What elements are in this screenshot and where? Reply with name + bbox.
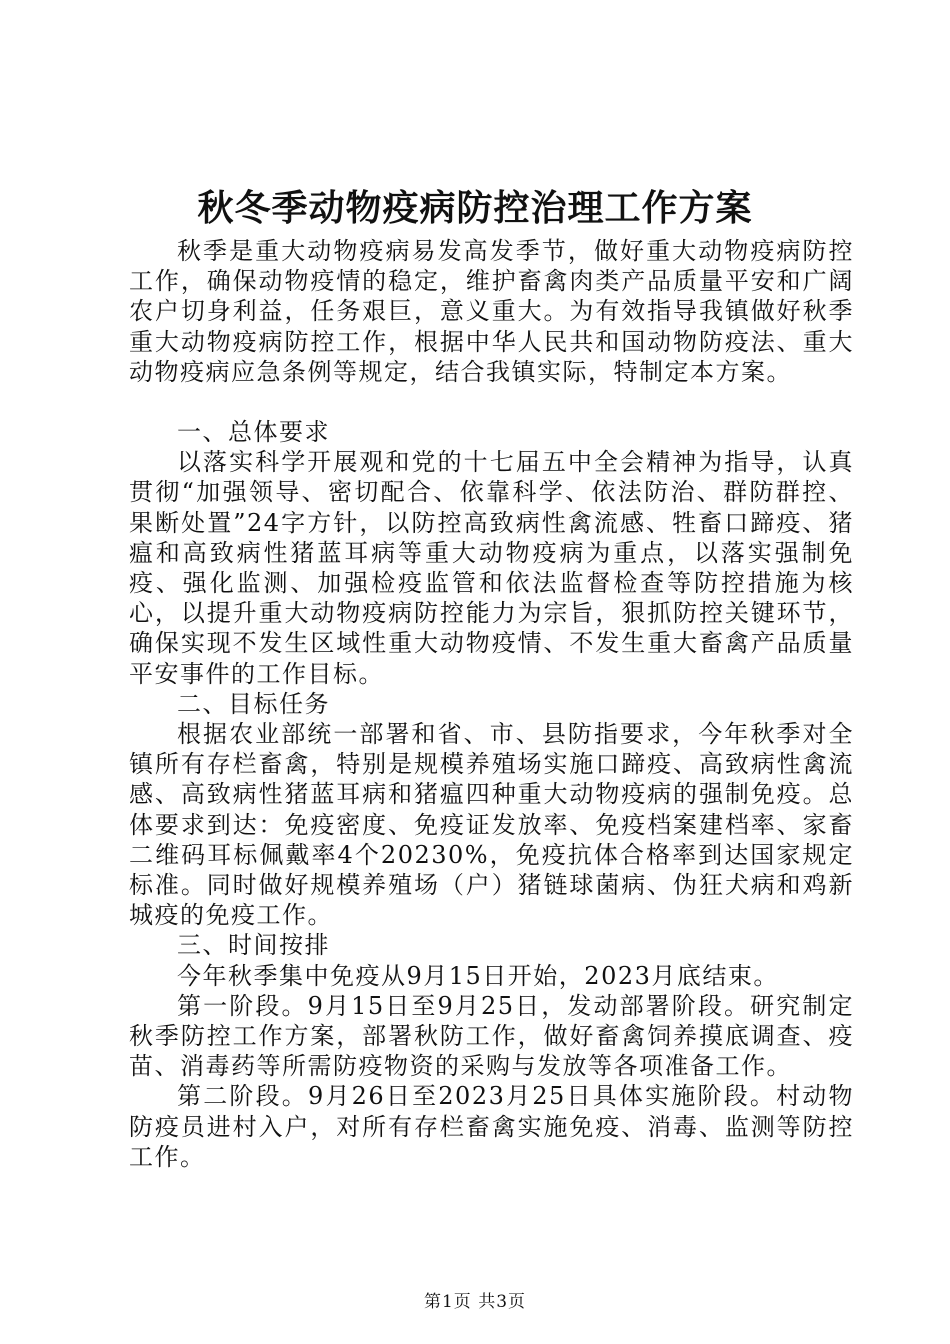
paragraph-stage-one: 第一阶段。9月15日至9月25日，发动部署阶段。研究制定秋季防控工作方案，部署秋防工作，做好畜禽饲养摸底调查、疫苗、消毒药等所需防疫物资的采购与发放等各项准备工作。 bbox=[129, 991, 854, 1081]
document-body bbox=[129, 236, 854, 1172]
intro-paragraph: 秋季是重大动物疫病易发高发季节，做好重大动物疫病防控工作，确保动物疫情的稳定，维护畜禽肉类产品质量平安和广阔农户切身利益，任务艰巨，意义重大。为有效指导我镇做好秋季重大动物疫病防控工作，根据中华人民共和国动物防疫法、重大动物疫病应急条例等规定，结合我镇实际，特制定本方案。 bbox=[129, 237, 854, 386]
section-heading-schedule: 三、时间按排 bbox=[177, 931, 330, 960]
document-title: 秋冬季动物疫病防控治理工作方案 bbox=[197, 187, 753, 229]
paragraph-general-requirements: 以落实科学开展观和党的十七届五中全会精神为指导，认真贯彻“加强领导、密切配合、依靠科学、依法防治、群防群控、果断处置”24字方针，以防控高致病性禽流感、牲畜口蹄疫、猪瘟和高致病性猪蓝耳病等重大动物疫病为重点，以落实强制免疫、强化监测、加强检疫监管和依法监督检查等防控措施为核心，以提升重大动物疫病防控能力为宗旨，狠抓防控关键环节，确保实现不发生区域性重大动物疫情、不发生重大畜禽产品质量平安事件的工作目标。 bbox=[129, 448, 854, 688]
paragraph-stage-two: 第二阶段。9月26日至2023月25日具体实施阶段。村动物防疫员进村入户，对所有存栏畜禽实施免疫、消毒、监测等防控工作。 bbox=[129, 1082, 854, 1171]
paragraph-goals: 根据农业部统一部署和省、市、县防指要求，今年秋季对全镇所有存栏畜禽，特别是规模养殖场实施口蹄疫、高致病性禽流感、高致病性猪蓝耳病和猪瘟四种重大动物疫病的强制免疫。总体要求到达：免疫密度、免疫证发放率、免疫档案建档率、家畜二维码耳标佩戴率4个20230%，免疫抗体合格率到达国家规定标准。同时做好规模养殖场（户）猪链球菌病、伪狂犬病和鸡新城疫的免疫工作。 bbox=[129, 720, 854, 930]
page-number-footer: 第1页 共3页 bbox=[423, 1292, 527, 1312]
section-heading-general-requirements: 一、总体要求 bbox=[177, 418, 330, 447]
section-heading-goals: 二、目标任务 bbox=[177, 689, 330, 718]
paragraph-schedule-overview: 今年秋季集中免疫从9月15日开始，2023月底结束。 bbox=[177, 961, 779, 990]
